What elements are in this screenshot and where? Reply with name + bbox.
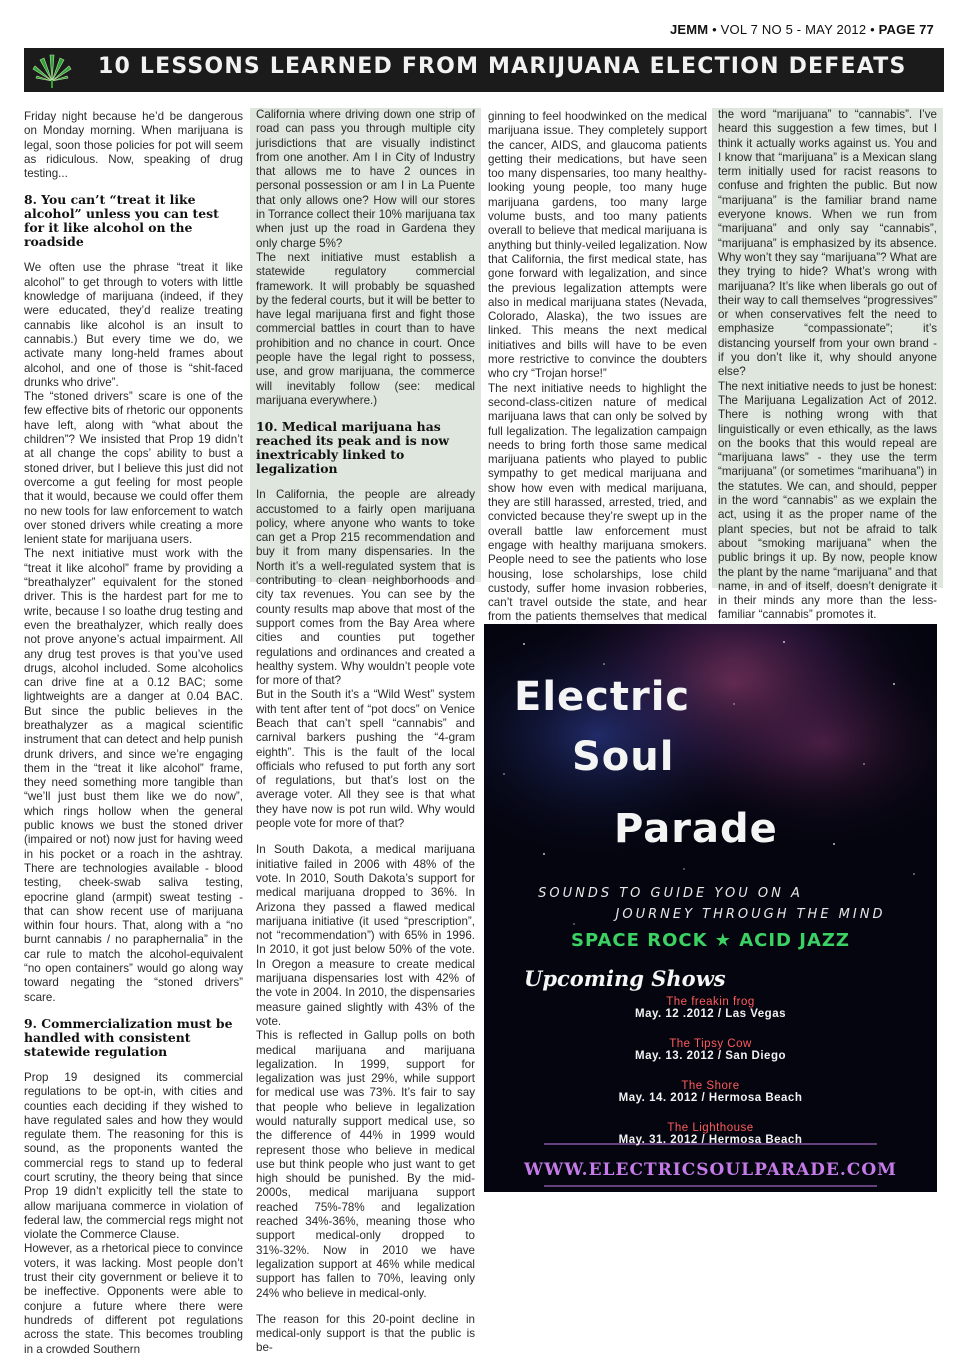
show-venue: The Tipsy Cow <box>669 1038 752 1050</box>
article-column-3 <box>488 110 707 624</box>
paragraph: Friday night because he’d be dangerous on Monday morning. When marijuana is legal, soon those policies for pot will seem as ridiculous. Now, speaking of drug testing... <box>24 110 243 181</box>
band-name-word-1: Electric <box>514 674 691 720</box>
article-column-1 <box>24 110 243 1356</box>
show-venue: The freakin frog <box>666 996 755 1008</box>
article-title-banner <box>24 48 944 92</box>
show-venue: The Shore <box>681 1080 740 1092</box>
page-number: PAGE 77 <box>878 22 934 37</box>
section-heading-8: 8. You can’t “treat it like alcohol” unless you can test for it like alcohol on the roadside <box>24 192 219 250</box>
show-date: May. 31. 2012 / Hermosa Beach <box>618 1134 803 1146</box>
show-listing <box>484 1080 937 1104</box>
paragraph: This is reflected in Gallup polls on both medical marijuana and marijuana legalization. In 1999, support for legalization was just 29%, while support for medical use was 73%. It’s fair to say that people who believe in legalization would naturally support medical use, so the difference of 44% in 1999 would represent those who believe in medical use but think people who just want to get high should be punished. By the mid-2000s, medical marijuana support reached 75%-78% and legalization reached 34%-36%, meaning those who support medical-only dropped to 31%-32%. Now in 2010 we have legalization support at 46% while medical support has fallen to 70%, leaving only 24% who believe in medical-only. <box>256 1029 475 1300</box>
paragraph: We often use the phrase “treat it like alcohol” to get through to voters with little knowledge of marijuana (indeed, if they were educated, they’d realize treating cannabis like alcohol is an insult to cannabis.) But every time we do, we activate many long-held frames about alcohol, and one of those is “shit-faced drunks who drive”. <box>24 261 243 389</box>
article-title: 10 LESSONS LEARNED FROM MARIJUANA ELECTION DEFEATS <box>98 54 907 79</box>
genre-label: SPACE ROCK ★ ACID JAZZ <box>571 930 850 951</box>
paragraph: The reason for this 20-point decline in medical-only support is that the public is be- <box>256 1312 475 1355</box>
show-venue: The Lighthouse <box>667 1122 754 1134</box>
paragraph: The “stoned drivers” scare is one of the few effective bits of rhetoric our opponents have left, along with “what about the children”? We insisted that Prop 19 didn’t at all change the cops’ ability to bust a stoned driver, but I believe this just did not overcome a gut feeling for most people that it would, because we could offer them no new tools for law enforcement to watch over stoned drivers while creating a more lenient state for marijuana users. <box>24 390 243 547</box>
tagline-line-2: JOURNEY THROUGH THE MIND <box>615 907 886 922</box>
paragraph: The next initiative needs to highlight the second-class-citizen nature of medical marijuana laws that can only be solved by full legalization. The legalization campaign needs to bring forth those same medical marijuana patients who played to public sympathy to get medical marijuana and show how even with medical marijuana, they are still harassed, arrested, tried, and convicted because they’re swept up in the overall battle law enforcement must engage with healthy marijuana smokers. People need to see the patients who lose housing, lose scholarships, lose child custody, suffer home invasion robberies, can’t travel outside the state, and hear from the patients themselves that medical <box>488 381 707 624</box>
show-date: May. 13. 2012 / San Diego <box>635 1050 786 1062</box>
paragraph: In California, the people are already accustomed to a fairly open marijuana policy, where anyone who wants to toke can get a Prop 215 recommendation and buy it from many dispensaries. In the North it’s a well-regulated system that is contributing to clean neighborhoods and city tax revenues. You can see by the county results map above that most of the support comes from the Bay Area where cities and counties put together regulations and ordinances and created a healthy system. Why wouldn’t people vote for more of that? <box>256 488 475 688</box>
article-column-2-top <box>250 108 481 1355</box>
show-listing <box>484 1038 937 1062</box>
paragraph: The next initiative must work with the “treat it like alcohol” frame by providing a “breathalyzer” equivalent for the stoned driver. This is the hardest part for me to write, because I so loathe drug testing and even the breathalyzer, which really does not prove anyone’s actual impairment. All any drug test proves is that you’ve used drugs, alcohol included. Some alcoholics can drive fine at a 0.12 BAC; some lightweights are a danger at 0.04 BAC. But since the public believes in the breathalyzer as a magical scientific instrument that can detect and help punish drunk drivers, and since we’re engaging them in the “treat it like alcohol” frame, they need something more tangible than “we’ll just bust them like we do now”, which rings hollow when the general public knows we bust the stoned driver (impaired or not) now just for having weed in his pocket or a roach in the ashtray. There are technologies available - blood testing, cheek-swab saliva testing, epocrine gland (armpit) sweat testing - that can show recent use of marijuana within four hours. That, along with a “no burnt cannabis / no paraphernalia” in the car rule to match the alcohol-equivalent “no open containers” would go along way toward negating the “stoned drivers” scare. <box>24 547 243 1004</box>
magazine-name: JEMM <box>669 22 709 37</box>
show-date: May. 12 .2012 / Las Vegas <box>634 1008 787 1020</box>
show-listing <box>484 1122 937 1146</box>
show-listing <box>484 996 937 1020</box>
cannabis-leaf-icon <box>30 51 74 89</box>
page-folio: JEMM • VOL 7 NO 5 - MAY 2012 • PAGE 77 <box>669 22 934 37</box>
upcoming-shows-heading: Upcoming Shows <box>524 966 726 991</box>
show-date: May. 14. 2012 / Hermosa Beach <box>618 1092 803 1104</box>
paragraph: The next initiative needs to just be honest: The Marijuana Legalization Act of 2012. There is nothing wrong with that linguistically or even ethically, as the laws on the books that this would repeal are “marijuana laws” - they use the term “marijuana” (or sometimes “marihuana”) in the statutes. We can, and should, pepper in the word “cannabis” as we explain the act, using it as the proper name of the plant species, but not be afraid to talk about “smoking marijuana” when the public brings it up. By now, people know the plant by the name “marijuana” and that name, in and of itself, doesn’t denigrate it in their minds any more than the less-familiar “cannabis” promotes it. <box>718 379 937 622</box>
band-name-word-2: Soul <box>572 734 675 780</box>
band-website-url: WWW.ELECTRICSOULPARADE.COM <box>524 1160 897 1180</box>
paragraph: ginning to feel hoodwinked on the medical marijuana issue. They completely support the cancer, AIDS, and glaucoma patients getting their medications, but have seen too many dispensaries, too many healthy-looking young people, too many huge marijuana gardens, too many large volume busts, and too many patients overall to believe that medical marijuana is anything but thinly-veiled legalization. Now that California, the first medical state, has gone forward with legalization, and since the previous legalization attempts were also in medical marijuana states (Nevada, Colorado, Alaska), the two issues are linked. This means the next medical initiatives and bills will have to be even more restrictive to convince the doubters who cry “Trojan horse!” <box>488 110 707 381</box>
band-name-word-3: Parade <box>614 806 778 852</box>
issue-info: VOL 7 NO 5 - MAY 2012 <box>720 22 867 37</box>
paragraph: The next initiative must establish a statewide regulatory commercial framework. It will probably be squashed by the federal courts, but it will be better to have legal marijuana first and fight those commercial battles in court than to have prohibition and no chance in court. Once people have the legal right to possess, use, and grow marijuana, the commerce will inevitably follow (see: medical marijuana everywhere.) <box>256 250 475 407</box>
paragraph: Prop 19 designed its commercial regulations to be opt-in, with cities and counties each deciding if they wished to have regulated sales and how they would regulate them. The reasoning for this is sound, as the proponents wanted the commercial regs to stand up to federal court scrutiny, the theory being that since Prop 19 didn’t explicitly tell the state to allow marijuana commerce in violation of federal law, the commercial regs might not violate the Commerce Clause. <box>24 1070 243 1242</box>
band-advertisement <box>484 624 937 1192</box>
paragraph: In South Dakota, a medical marijuana initiative failed in 2006 with 48% of the vote. In 2010, South Dakota’s support for medical marijuana dropped to 36%. In Arizona they passed a flawed medical marijuana initiative (it used “prescription”, not “recommendation”) with 65% in 1996. In 2010, it got just below 50% of the vote. In Oregon a measure to create medical marijuana dispensaries lost with 42% of the vote in 2004. In 2010, the dispensaries measure gained slightly with 43% of the vote. <box>256 843 475 1028</box>
article-column-4 <box>712 108 943 622</box>
tagline-line-1: SOUNDS TO GUIDE YOU ON A <box>538 886 803 901</box>
paragraph: However, as a rhetorical piece to convince voters, it was lacking. Most people don’t trust their city government or believe it to be ineffective. Opponents were able to conjure a future where there were hundreds of different pot regulations across the state. This becomes troubling in a crowded Southern <box>24 1242 243 1356</box>
section-heading-9: 9. Commercialization must be handled with consistent statewide regulation <box>24 1015 233 1059</box>
paragraph: the word “marijuana” to “cannabis”. I’ve heard this suggestion a few times, but I think it actually works against us. You and I know that “marijuana” is a Mexican slang term initially used for racist reasons to confuse and frighten the public. But now “marijuana” is the familiar brand name everyone knows. When we run from “marijuana” and only say “cannabis”, “marijuana” is emphasized by its absence. Why won’t they say “marijuana”? What are they trying to hide? What’s wrong with marijuana? It’s like when liberals go out of their way to call themselves “progressives” or when conservatives felt the need to emphasize “compassionate”; it’s distancing yourself from your own brand - if you don’t like it, why should anyone else? <box>718 108 937 379</box>
paragraph: But in the South it’s a “Wild West” system with tent after tent of “pot docs” on Venice Beach that can’t spell “cannabis” and carnival barkers pushing the “4-gram eighth”. This is the fault of the local officials who refused to put forth any sort of regulations, but that’s lost on the average voter. All they see is that what they have now is pot run wild. Why would people vote for more of that? <box>256 688 475 831</box>
section-heading-10: 10. Medical marijuana has reached its peak and is now inextricably linked to legalization <box>256 419 449 477</box>
paragraph: California where driving down one strip of road can pass you through multiple city jurisdictions that are visually indistinct from one another. Am I in City of Industry that allows me to have 2 ounces in personal possession or am I in La Puente that only allows one? How will our stores in Torrance collect their 10% marijuana tax when just up the road in Gardena they only charge 5%? <box>256 108 475 250</box>
